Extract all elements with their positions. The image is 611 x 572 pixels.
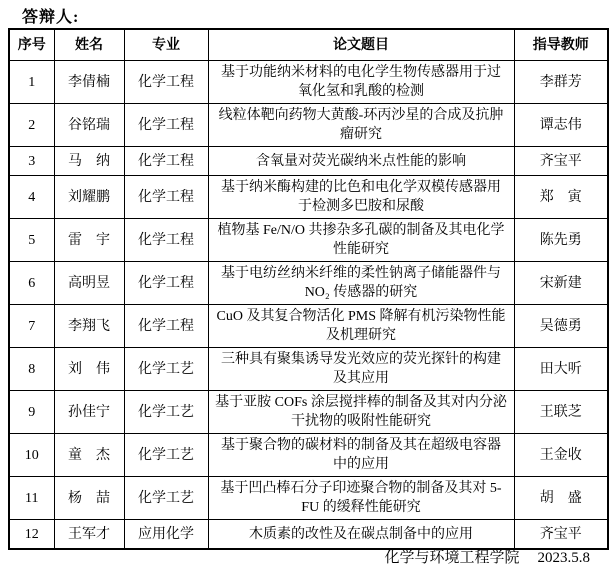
thesis-table-body: [9, 61, 608, 550]
advisor-cell: 宋新建: [514, 262, 608, 305]
table-row: [9, 147, 608, 176]
table-row: [9, 434, 608, 477]
table-row: [9, 176, 608, 219]
advisor-cell: 陈先勇: [514, 219, 608, 262]
footer-institution: 化学与环境工程学院: [384, 550, 520, 566]
table-row: [9, 520, 608, 550]
footer: [8, 546, 590, 567]
student-name-cell: 童 杰: [54, 434, 124, 477]
advisor-cell: 齐宝平: [514, 147, 608, 176]
student-name-cell: 孙佳宁: [54, 391, 124, 434]
student-name-cell: 谷铭瑞: [54, 104, 124, 147]
index-cell: 6: [9, 262, 54, 305]
advisor-cell: 齐宝平: [514, 520, 608, 550]
column-header-name: 姓名: [54, 29, 124, 61]
table-row: [9, 61, 608, 104]
major-cell: 化学工艺: [124, 391, 208, 434]
column-header-major: 专业: [124, 29, 208, 61]
major-cell: 化学工程: [124, 262, 208, 305]
advisor-cell: 田大听: [514, 348, 608, 391]
thesis-title-cell: 基于聚合物的碳材料的制备及其在超级电容器中的应用: [208, 434, 514, 477]
major-cell: 化学工程: [124, 219, 208, 262]
index-cell: 10: [9, 434, 54, 477]
major-cell: 化学工程: [124, 176, 208, 219]
advisor-cell: 李群芳: [514, 61, 608, 104]
advisor-cell: 王金收: [514, 434, 608, 477]
advisor-cell: 胡 盛: [514, 477, 608, 520]
student-name-cell: 王军才: [54, 520, 124, 550]
table-row: [9, 477, 608, 520]
table-row: [9, 305, 608, 348]
major-cell: 化学工程: [124, 147, 208, 176]
thesis-title-cell: CuO 及其复合物活化 PMS 降解有机污染物性能及机理研究: [208, 305, 514, 348]
table-header-row: [9, 29, 608, 61]
student-name-cell: 高明昱: [54, 262, 124, 305]
student-name-cell: 刘耀鹏: [54, 176, 124, 219]
student-name-cell: 李翔飞: [54, 305, 124, 348]
major-cell: 化学工艺: [124, 477, 208, 520]
index-cell: 7: [9, 305, 54, 348]
major-cell: 化学工程: [124, 305, 208, 348]
advisor-cell: 谭志伟: [514, 104, 608, 147]
major-cell: 化学工艺: [124, 434, 208, 477]
index-cell: 3: [9, 147, 54, 176]
major-cell: 应用化学: [124, 520, 208, 550]
student-name-cell: 杨 喆: [54, 477, 124, 520]
thesis-title-cell: 线粒体靶向药物大黄酸-环丙沙星的合成及抗肿瘤研究: [208, 104, 514, 147]
column-header-advisor: 指导教师: [514, 29, 608, 61]
index-cell: 5: [9, 219, 54, 262]
student-name-cell: 马 纳: [54, 147, 124, 176]
index-cell: 12: [9, 520, 54, 550]
index-cell: 1: [9, 61, 54, 104]
column-header-index: 序号: [9, 29, 54, 61]
thesis-title-cell: 基于凹凸棒石分子印迹聚合物的制备及其对 5-FU 的缓释性能研究: [208, 477, 514, 520]
student-name-cell: 刘 伟: [54, 348, 124, 391]
student-name-cell: 雷 宇: [54, 219, 124, 262]
thesis-title-cell: 基于功能纳米材料的电化学生物传感器用于过氧化氢和乳酸的检测: [208, 61, 514, 104]
index-cell: 4: [9, 176, 54, 219]
thesis-title-cell: 木质素的改性及在碳点制备中的应用: [208, 520, 514, 550]
major-cell: 化学工艺: [124, 348, 208, 391]
index-cell: 8: [9, 348, 54, 391]
thesis-title-cell: 三种具有聚集诱导发光效应的荧光探针的构建及其应用: [208, 348, 514, 391]
table-row: [9, 219, 608, 262]
defense-schedule-table: [8, 28, 609, 550]
advisor-cell: 郑 寅: [514, 176, 608, 219]
student-name-cell: 李倩楠: [54, 61, 124, 104]
table-row: [9, 104, 608, 147]
index-cell: 11: [9, 477, 54, 520]
index-cell: 2: [9, 104, 54, 147]
major-cell: 化学工程: [124, 61, 208, 104]
table-row: [9, 348, 608, 391]
table-row: [9, 391, 608, 434]
thesis-title-cell: 基于电纺丝纳米纤维的柔性钠离子储能器件与 NO₂ 传感器的研究: [208, 262, 514, 305]
thesis-title-cell: 基于亚胺 COFs 涂层搅拌棒的制备及其对内分泌干扰物的吸附性能研究: [208, 391, 514, 434]
table-row: [9, 262, 608, 305]
advisor-cell: 王联芝: [514, 391, 608, 434]
thesis-title-cell: 基于纳米酶构建的比色和电化学双模传感器用于检测多巴胺和尿酸: [208, 176, 514, 219]
advisor-cell: 吴德勇: [514, 305, 608, 348]
thesis-title-cell: 含氧量对荧光碳纳米点性能的影响: [208, 147, 514, 176]
column-header-title: 论文题目: [208, 29, 514, 61]
major-cell: 化学工程: [124, 104, 208, 147]
thesis-title-cell: 植物基 Fe/N/O 共掺杂多孔碳的制备及其电化学性能研究: [208, 219, 514, 262]
index-cell: 9: [9, 391, 54, 434]
page-title: 答辩人:: [22, 9, 80, 26]
footer-date: 2023.5.8: [537, 550, 590, 566]
